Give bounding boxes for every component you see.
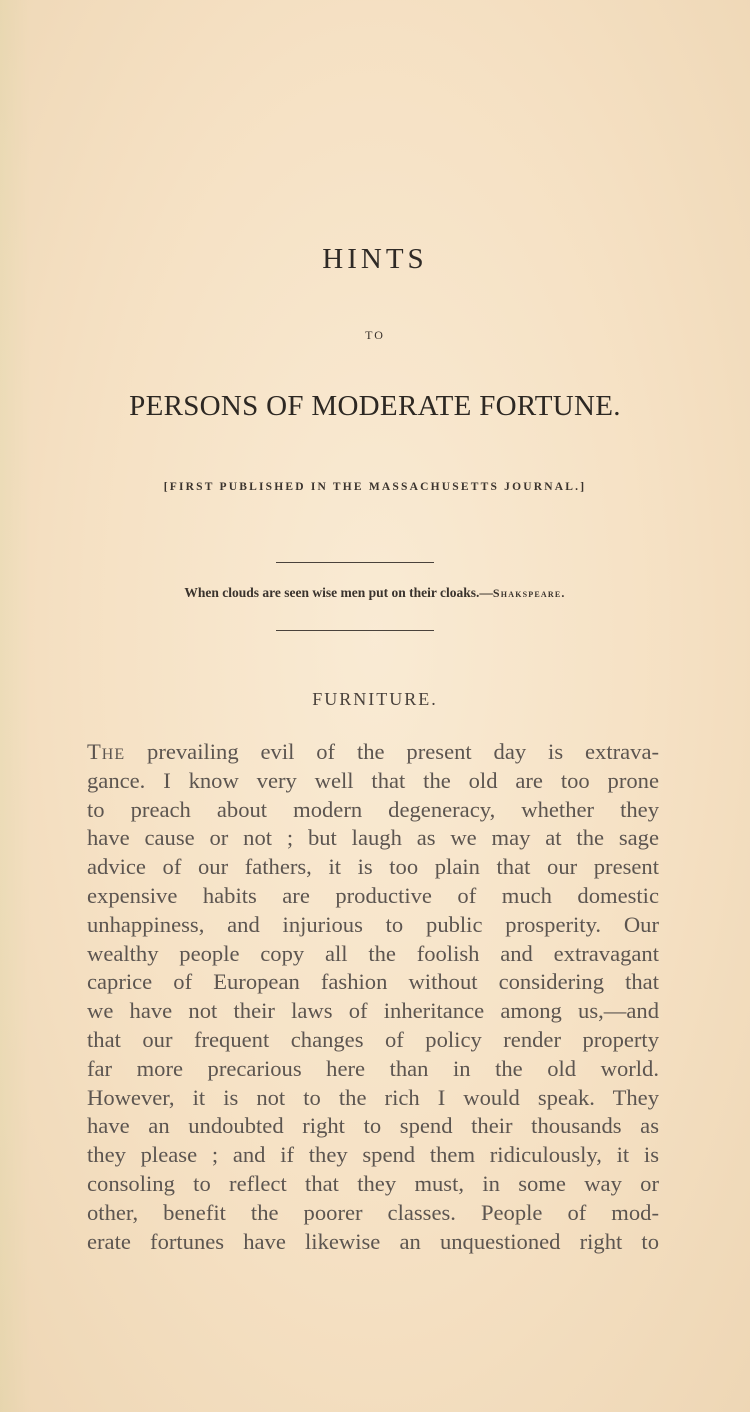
section-title: FURNITURE. xyxy=(312,689,438,709)
body-line: we have not their laws of inheritance among us,—and xyxy=(87,998,659,1024)
body-line: far more precarious here than in the old world. xyxy=(87,1055,659,1081)
epigraph-text: When clouds are seen wise men put on their cloaks.— xyxy=(184,585,493,600)
body-line: advice of our fathers, it is too plain that our present xyxy=(87,854,659,880)
body-line: they please ; and if they spend them ridiculously, it is xyxy=(87,1142,659,1168)
body-line: have an undoubted right to spend their thousands as xyxy=(87,1113,659,1139)
body-line: unhappiness, and injurious to public prosperity. Our xyxy=(87,911,659,937)
body-line: other, benefit the poorer classes. People of mod- xyxy=(87,1199,659,1225)
title-connector: TO xyxy=(365,328,385,342)
body-line: to preach about modern degeneracy, whether they xyxy=(87,796,659,822)
body-line-first xyxy=(87,738,659,767)
publication-note: [FIRST PUBLISHED IN THE MASSACHUSETTS JOURNAL.] xyxy=(163,481,587,493)
body-line-last: erate fortunes have likewise an unquestioned right to xyxy=(87,1228,659,1254)
page-subtitle: PERSONS OF MODERATE FORTUNE. xyxy=(129,390,621,422)
body-line: wealthy people copy all the foolish and extravagant xyxy=(87,940,659,966)
divider-rule-bottom xyxy=(276,630,434,631)
dropcap-word: The xyxy=(87,739,126,764)
body-line: that our frequent changes of policy render property xyxy=(87,1026,659,1052)
body-line: caprice of European fashion without considering that xyxy=(87,969,659,995)
body-line: gance. I know very well that the old are too prone xyxy=(87,767,659,793)
epigraph xyxy=(0,585,750,601)
page-title: HINTS xyxy=(322,243,428,275)
epigraph-author: Shakspeare. xyxy=(492,586,566,600)
body-paragraph xyxy=(87,738,659,1256)
body-line: have cause or not ; but laugh as we may at the sage xyxy=(87,825,659,851)
divider-rule-top xyxy=(276,562,434,563)
body-line: expensive habits are productive of much domestic xyxy=(87,882,659,908)
body-line: However, it is not to the rich I would speak. They xyxy=(87,1084,659,1110)
first-line-rest: prevailing evil of the present day is extrava- xyxy=(125,739,659,764)
body-line: consoling to reflect that they must, in some way or xyxy=(87,1170,659,1196)
